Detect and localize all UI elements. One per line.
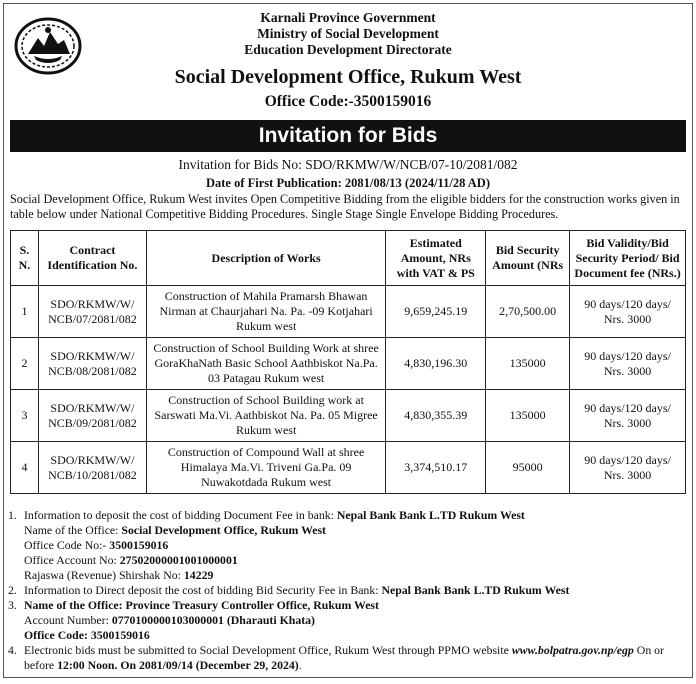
cell-amount: 3,374,510.17 — [386, 442, 486, 494]
table-header-row — [11, 231, 686, 286]
intro-paragraph: Social Development Office, Rukum West invites Open Competitive Bidding from the eligible bidders for the construction works given in table below under National Competitive Bidding Procedures. Single Stage Single Envelope Bidding Procedures. — [10, 192, 680, 221]
table-row — [11, 390, 686, 442]
publication-date: Date of First Publication: 2081/08/13 (2024/11/28 AD) — [205, 176, 490, 190]
col-validity: Bid Validity/Bid Security Period/ Bid Document fee (NRs.) — [570, 231, 686, 286]
cell-description: Construction of School Building work at Sarswati Ma.Vi. Aathbiskot Na. Pa. 05 Migree Rukum west — [146, 390, 385, 442]
cell-security: 135000 — [486, 338, 570, 390]
cell-security: 95000 — [486, 442, 570, 494]
cell-sn: 1 — [11, 286, 39, 338]
office-code: Office Code:-3500159016 — [264, 93, 432, 110]
col-contract: Contract Identification No. — [38, 231, 146, 286]
works-table — [10, 230, 686, 494]
cell-validity: 90 days/120 days/ Nrs. 3000 — [570, 442, 686, 494]
cell-amount: 9,659,245.19 — [386, 286, 486, 338]
bid-notice — [3, 3, 693, 678]
cell-sn: 3 — [11, 390, 39, 442]
cell-contract: SDO/RKMW/W/ NCB/08/2081/082 — [38, 338, 146, 390]
cell-amount: 4,830,196.30 — [386, 338, 486, 390]
ministry-name: Ministry of Social Development — [257, 26, 439, 41]
directorate-name: Education Development Directorate — [244, 42, 452, 57]
note-4: 4. Electronic bids must be submitted to Social Development Office, Rukum West through PPMO website www.bolpatra.gov.np/egp On or before 12:00 Noon. On 2081/09/14 (December 29, 2024). — [8, 643, 664, 672]
cell-contract: SDO/RKMW/W/ NCB/10/2081/082 — [38, 442, 146, 494]
cell-contract: SDO/RKMW/W/ NCB/07/2081/082 — [38, 286, 146, 338]
cell-validity: 90 days/120 days/ Nrs. 3000 — [570, 390, 686, 442]
bid-reference-number: Invitation for Bids No: SDO/RKMW/W/NCB/07-10/2081/082 — [178, 157, 518, 172]
table-row — [11, 338, 686, 390]
bolpatra-link[interactable]: www.bolpatra.gov.np/egp — [511, 643, 634, 657]
cell-security: 135000 — [486, 390, 570, 442]
cell-contract: SDO/RKMW/W/ NCB/09/2081/082 — [38, 390, 146, 442]
col-sn: S. N. — [11, 231, 39, 286]
note-1: 1. Information to deposit the cost of bidding Document Fee in bank: Nepal Bank Bank L.TD Rukum West Name of the Office: Social Development Office, Rukum West Office Code No:- 3500159016 Office Account No: 27502000001001000001 Rajaswa (Revenue) Shirshak No: 14229 — [8, 508, 525, 582]
cell-description: Construction of Mahila Pramarsh Bhawan Nirman at Chaurjahari Na. Pa. -09 Kotjahari Rukum west — [146, 286, 385, 338]
col-description: Description of Works — [146, 231, 385, 286]
col-amount: Estimated Amount, NRs with VAT & PS — [386, 231, 486, 286]
cell-validity: 90 days/120 days/ Nrs. 3000 — [570, 338, 686, 390]
cell-security: 2,70,500.00 — [486, 286, 570, 338]
account-number: 27502000001001000001 — [119, 553, 238, 567]
note-2: 2. Information to Direct deposit the cost of bidding Bid Security Fee in Bank: Nepal Bank Bank L.TD Rukum West — [8, 583, 570, 597]
gov-name: Karnali Province Government — [260, 10, 436, 25]
cell-validity: 90 days/120 days/ Nrs. 3000 — [570, 286, 686, 338]
cell-amount: 4,830,355.39 — [386, 390, 486, 442]
page-title: Invitation for Bids — [10, 120, 686, 152]
office-name: Social Development Office, Rukum West — [174, 66, 522, 88]
cell-sn: 2 — [11, 338, 39, 390]
cell-sn: 4 — [11, 442, 39, 494]
cell-description: Construction of School Building Work at shree GoraKhaNath Basic School Aathbiskot Na.Pa. 03 Patagau Rukum west — [146, 338, 385, 390]
col-security: Bid Security Amount (NRs — [486, 231, 570, 286]
header-block — [4, 10, 692, 58]
cell-description: Construction of Compound Wall at shree Himalaya Ma.Vi. Triveni Ga.Pa. 09 Nuwakotdada Rukum west — [146, 442, 385, 494]
notes-list — [8, 508, 688, 673]
note-3: 3. Name of the Office: Province Treasury Controller Office, Rukum West Account Number: 0770100000103000001 (Dharauti Khata) Office Code: 3500159016 — [8, 598, 379, 642]
bank-name: Nepal Bank Bank L.TD Rukum West — [336, 508, 525, 522]
table-row — [11, 442, 686, 494]
table-row — [11, 286, 686, 338]
